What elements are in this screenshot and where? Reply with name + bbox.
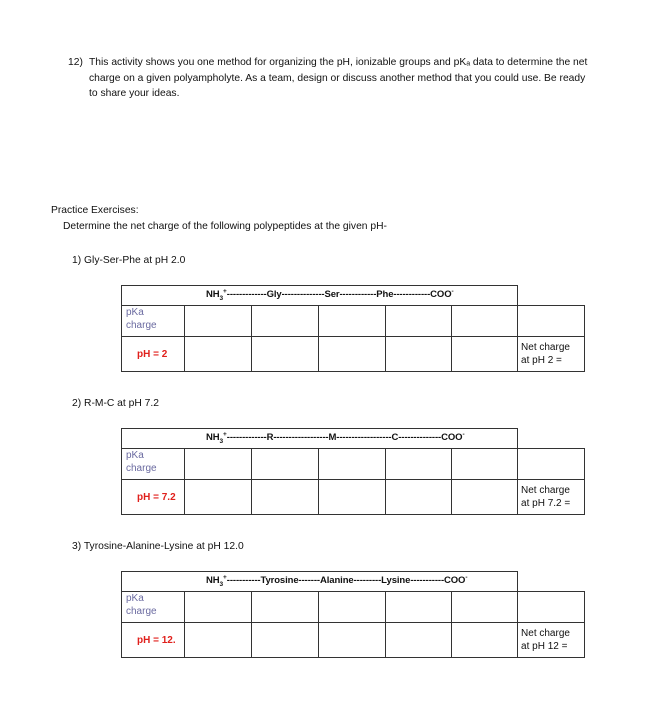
pka-cell[interactable] — [386, 306, 452, 337]
ph-label: pH = 12. — [122, 623, 185, 658]
ph-label: pH = 7.2 — [122, 480, 185, 515]
charge-cell[interactable] — [185, 480, 252, 515]
charge-cell[interactable] — [319, 337, 386, 372]
exercise-3-table — [121, 571, 585, 658]
charge-cell[interactable] — [252, 480, 319, 515]
pka-cell[interactable] — [319, 592, 386, 623]
pka-cell[interactable] — [386, 449, 452, 480]
pka-cell[interactable] — [518, 449, 585, 480]
charge-cell[interactable] — [386, 623, 452, 658]
charge-cell[interactable] — [319, 623, 386, 658]
exercise-2-label: 2) R-M-C at pH 7.2 — [72, 398, 159, 409]
net-charge-cell[interactable] — [518, 623, 585, 658]
pka-cell[interactable] — [452, 449, 518, 480]
charge-label: charge — [126, 463, 157, 475]
instruction-text: Determine the net charge of the following polypeptides at the given pH- — [63, 221, 387, 232]
pka-label: pKa — [126, 450, 144, 462]
pka-cell[interactable] — [319, 306, 386, 337]
pka-cell[interactable] — [452, 306, 518, 337]
ph-label: pH = 2 — [122, 337, 185, 372]
chain-text: -----------Tyrosine-------Alanine---------Lysine-----------COO — [226, 575, 466, 587]
pka-cell[interactable] — [319, 449, 386, 480]
charge-cell[interactable] — [319, 480, 386, 515]
charge-cell[interactable] — [185, 623, 252, 658]
exercise-2-table — [121, 428, 585, 515]
charge-cell[interactable] — [386, 337, 452, 372]
pka-cell[interactable] — [252, 592, 319, 623]
chain-header: $NH_3^+-------------R------------------M------------------C--------------COO^-$ — [122, 429, 518, 449]
charge-cell[interactable] — [252, 337, 319, 372]
pka-cell[interactable] — [185, 306, 252, 337]
net-charge-cell[interactable] — [518, 480, 585, 515]
chain-text: -------------R------------------M------------------C--------------COO — [226, 432, 463, 444]
pka-cell[interactable] — [185, 592, 252, 623]
question-12 — [68, 55, 588, 102]
practice-heading: Practice Exercises: — [51, 205, 139, 216]
net-charge-label: Net charge — [521, 342, 570, 354]
pka-cell[interactable] — [518, 592, 585, 623]
pka-cell[interactable] — [518, 306, 585, 337]
pka-cell[interactable] — [386, 592, 452, 623]
pka-cell[interactable] — [252, 449, 319, 480]
pka-label: pKa — [126, 593, 144, 605]
pka-cell[interactable] — [252, 306, 319, 337]
net-charge-ph: at pH 2 = — [521, 355, 562, 367]
net-charge-label: Net charge — [521, 628, 570, 640]
charge-cell[interactable] — [452, 623, 518, 658]
charge-cell[interactable] — [252, 623, 319, 658]
net-charge-cell[interactable] — [518, 337, 585, 372]
net-charge-label: Net charge — [521, 485, 570, 497]
chain-header: $NH_3^+-------------Gly--------------Ser------------Phe------------COO^-$ — [122, 286, 518, 306]
pka-cell[interactable] — [185, 449, 252, 480]
charge-label: charge — [126, 606, 157, 618]
net-charge-ph: at pH 7.2 = — [521, 498, 571, 510]
pka-label: pKa — [126, 307, 144, 319]
charge-label: charge — [126, 320, 157, 332]
exercise-1-table — [121, 285, 585, 372]
row-labels — [122, 306, 185, 337]
charge-cell[interactable] — [452, 480, 518, 515]
net-charge-ph: at pH 12 = — [521, 641, 568, 653]
question-number: 12) — [68, 57, 83, 68]
pka-cell[interactable] — [452, 592, 518, 623]
row-labels — [122, 449, 185, 480]
chain-text: -------------Gly--------------Ser------------Phe------------COO — [226, 289, 452, 301]
charge-cell[interactable] — [386, 480, 452, 515]
exercise-1-label: 1) Gly-Ser-Phe at pH 2.0 — [72, 255, 186, 266]
chain-header: $NH_3^+-----------Tyrosine-------Alanine---------Lysine-----------COO^-$ — [122, 572, 518, 592]
exercise-3-label: 3) Tyrosine-Alanine-Lysine at pH 12.0 — [72, 541, 244, 552]
question-text: This activity shows you one method for organizing the pH, ionizable groups and pKₐ data to determine the net charge on a given polyampholyte. As a team, design or discuss another method that you could use. Be ready to share your ideas. — [89, 57, 588, 99]
row-labels — [122, 592, 185, 623]
charge-cell[interactable] — [185, 337, 252, 372]
charge-cell[interactable] — [452, 337, 518, 372]
